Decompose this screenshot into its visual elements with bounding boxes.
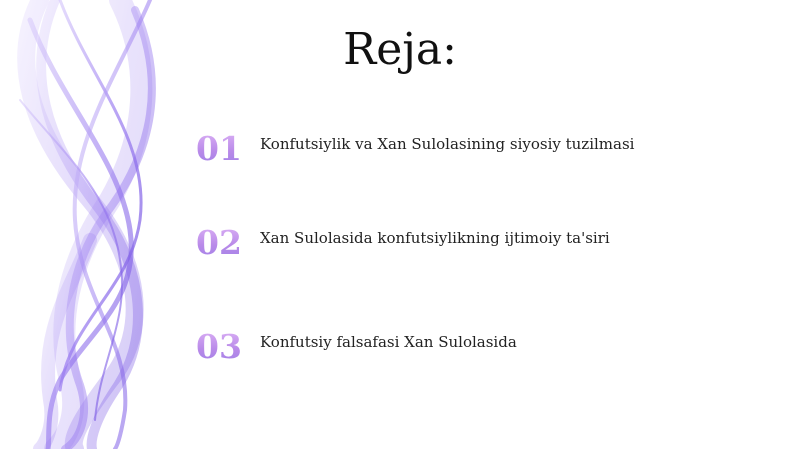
agenda-item-number: 03	[196, 325, 256, 369]
purple-smoke-ribbon-decoration	[0, 0, 220, 449]
agenda-item-text: Xan Sulolasida konfutsiylikning ijtimoiy ta'siri	[260, 229, 610, 247]
slide-title: Reja:	[343, 24, 457, 75]
agenda-item-text: Konfutsiylik va Xan Sulolasining siyosiy tuzilmasi	[260, 135, 635, 153]
agenda-item	[196, 127, 756, 171]
agenda-item-text: Konfutsiy falsafasi Xan Sulolasida	[260, 333, 517, 351]
agenda-item	[196, 325, 756, 369]
agenda-item	[196, 221, 756, 265]
agenda-item-number: 01	[196, 127, 256, 171]
agenda-item-number: 02	[196, 221, 256, 265]
